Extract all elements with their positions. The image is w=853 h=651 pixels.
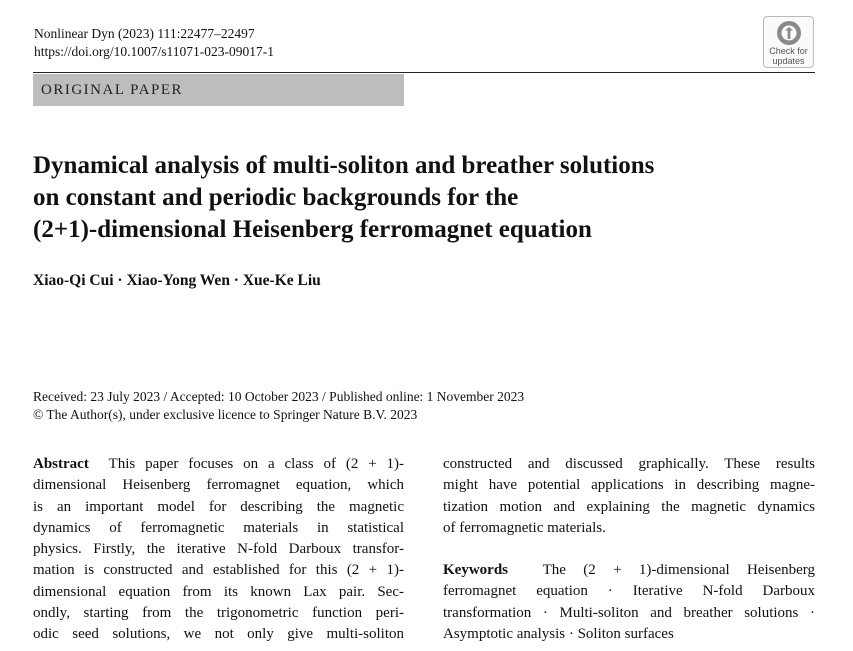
abstract-line: mation is constructed and established for this (2 + 1)- bbox=[33, 562, 404, 579]
abstract-line: might have potential applications in describing magne- bbox=[443, 477, 815, 494]
keywords-line: transformation · Multi-soliton and breather solutions · bbox=[443, 604, 815, 621]
title-line: on constant and periodic backgrounds for the bbox=[33, 184, 519, 211]
keywords-text: The (2 + 1)-dimensional Heisenberg bbox=[542, 562, 815, 579]
header-rule bbox=[33, 72, 815, 73]
title-line: (2+1)-dimensional Heisenberg ferromagnet equation bbox=[33, 216, 592, 243]
check-for-updates-badge[interactable] bbox=[763, 16, 814, 68]
abstract-column-left bbox=[33, 454, 404, 646]
abstract-line bbox=[33, 454, 404, 475]
abstract-line: constructed and discussed graphically. These results bbox=[443, 456, 815, 472]
abstract-heading: Abstract bbox=[33, 456, 89, 472]
article-type-label: ORIGINAL PAPER bbox=[41, 82, 183, 98]
abstract-line: tization motion and explaining the magnetic dynamics bbox=[443, 498, 815, 515]
badge-label-line2: updates bbox=[772, 56, 805, 66]
keywords-line: Asymptotic analysis · Soliton surfaces bbox=[443, 626, 674, 643]
title-line: Dynamical analysis of multi-soliton and breather solutions bbox=[33, 152, 655, 179]
check-for-updates-icon bbox=[776, 20, 802, 46]
abstract-line: is an important model for describing the magnetic bbox=[33, 498, 404, 515]
publication-info bbox=[33, 388, 524, 424]
journal-header bbox=[34, 25, 274, 61]
article-title bbox=[33, 150, 793, 246]
keywords-line bbox=[443, 560, 815, 581]
keywords-heading: Keywords bbox=[443, 562, 508, 579]
article-type-banner bbox=[33, 74, 404, 106]
copyright-line: © The Author(s), under exclusive licence to Springer Nature B.V. 2023 bbox=[33, 407, 418, 422]
abstract-line: odic seed solutions, we not only give multi-soliton bbox=[33, 626, 404, 643]
abstract-line: of ferromagnetic materials. bbox=[443, 519, 606, 536]
author-list: Xiao-Qi Cui · Xiao-Yong Wen · Xue-Ke Liu bbox=[33, 272, 321, 289]
abstract-line: dimensional equation from its known Lax pair. Sec- bbox=[33, 583, 404, 600]
journal-citation: Nonlinear Dyn (2023) 111:22477–22497 bbox=[34, 26, 255, 41]
publication-dates: Received: 23 July 2023 / Accepted: 10 October 2023 / Published online: 1 November 2023 bbox=[33, 389, 525, 404]
abstract-line: dynamics of ferromagnetic materials in statistical bbox=[33, 519, 404, 536]
abstract-text: This paper focuses on a class of (2 + 1)- bbox=[108, 456, 404, 472]
keywords-block bbox=[443, 560, 815, 645]
doi-link[interactable]: https://doi.org/10.1007/s11071-023-09017-1 bbox=[34, 44, 275, 59]
abstract-column-right bbox=[443, 454, 815, 645]
abstract-line: ondly, starting from the trigonometric function peri- bbox=[33, 605, 404, 622]
keywords-line: ferromagnet equation · Iterative N-fold Darboux bbox=[443, 583, 815, 600]
abstract-line: dimensional Heisenberg ferromagnet equation, which bbox=[33, 477, 404, 494]
abstract-line: physics. Firstly, the iterative N-fold Darboux transfor- bbox=[33, 541, 404, 558]
badge-label-line1: Check for bbox=[769, 46, 808, 56]
